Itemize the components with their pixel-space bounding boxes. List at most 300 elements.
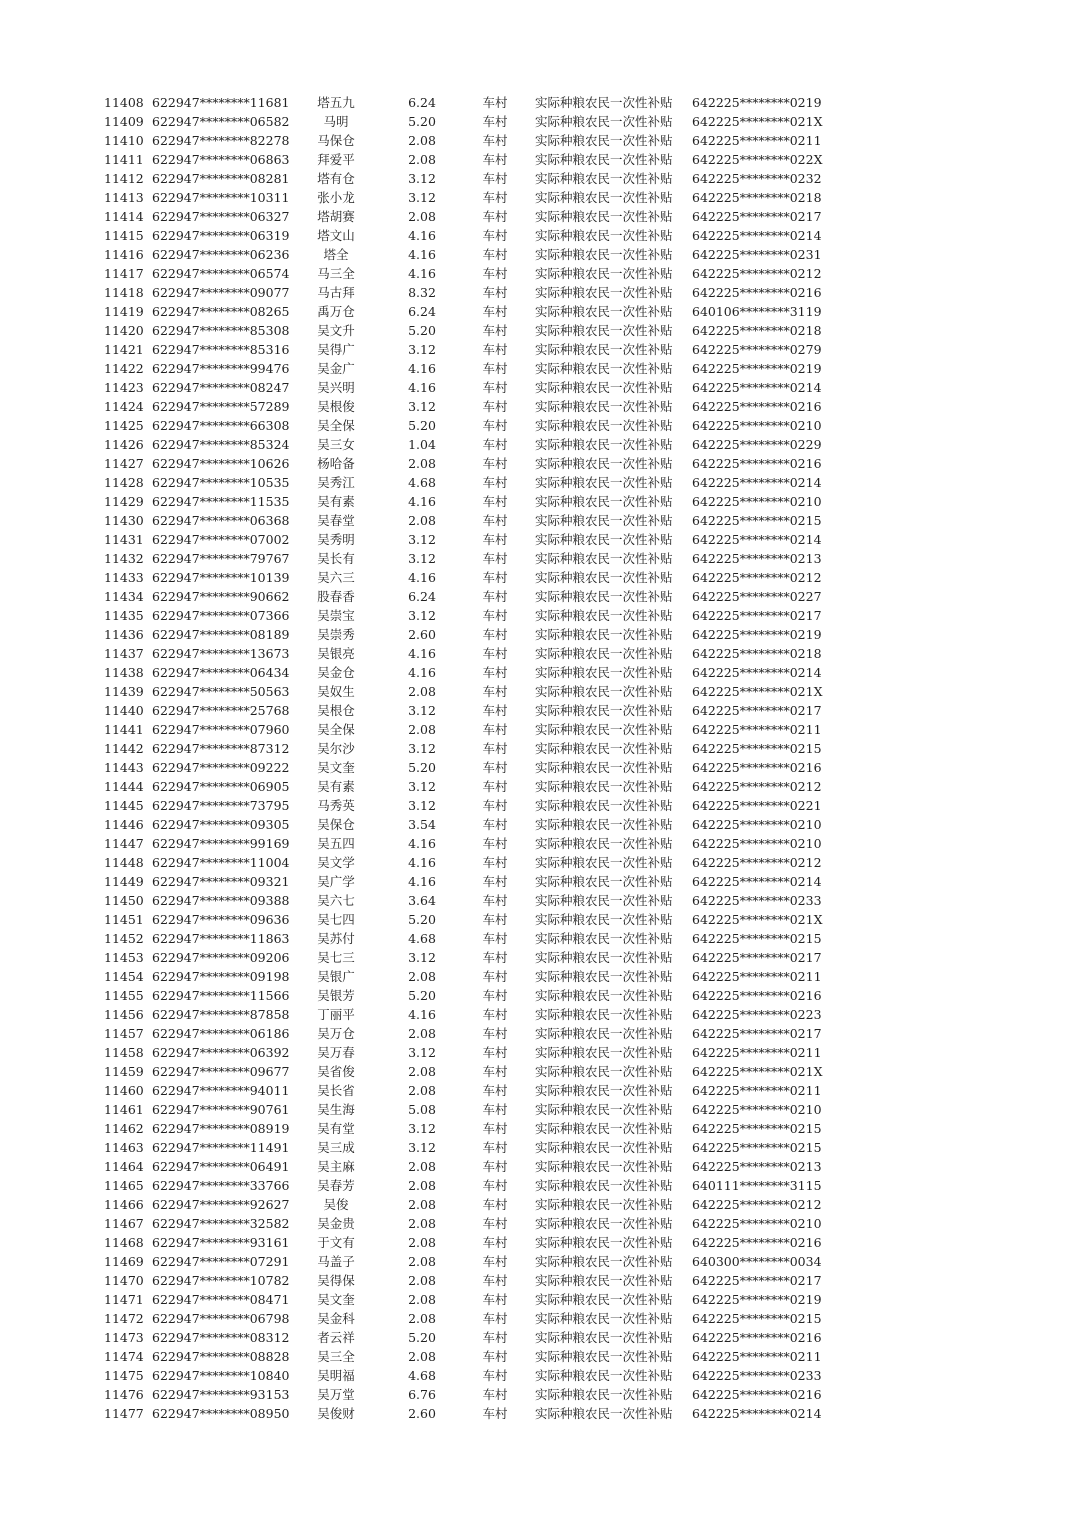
name-cell: 吴根俊 — [317, 399, 355, 414]
subsidy-type-cell: 实际种粮农民一次性补贴 — [535, 285, 673, 300]
bank-account-cell: 622947********93153 — [152, 1387, 290, 1402]
subsidy-type-cell: 实际种粮农民一次性补贴 — [535, 950, 673, 965]
subsidy-type-cell: 实际种粮农民一次性补贴 — [535, 190, 673, 205]
village-cell: 车村 — [482, 1045, 508, 1060]
table-row — [0, 416, 1074, 435]
table-row — [0, 1271, 1074, 1290]
id-number-cell: 642225********0217 — [692, 608, 822, 623]
amount-cell: 2.08 — [408, 456, 436, 471]
subsidy-type-cell: 实际种粮农民一次性补贴 — [535, 133, 673, 148]
subsidy-type-cell: 实际种粮农民一次性补贴 — [535, 152, 673, 167]
amount-cell: 4.16 — [408, 836, 436, 851]
bank-account-cell: 622947********11681 — [152, 95, 290, 110]
amount-cell: 5.20 — [408, 114, 436, 129]
id-number-cell: 642225********0233 — [692, 1368, 822, 1383]
bank-account-cell: 622947********09222 — [152, 760, 290, 775]
bank-account-cell: 622947********08265 — [152, 304, 290, 319]
row-number-cell: 11423 — [104, 380, 144, 395]
row-number-cell: 11477 — [104, 1406, 144, 1421]
row-number-cell: 11432 — [104, 551, 144, 566]
name-cell: 吴六七 — [317, 893, 355, 908]
row-number-cell: 11460 — [104, 1083, 144, 1098]
table-row — [0, 1214, 1074, 1233]
name-cell: 马秀英 — [317, 798, 355, 813]
name-cell: 吴俊财 — [317, 1406, 355, 1421]
name-cell: 吴保仓 — [317, 817, 355, 832]
id-number-cell: 642225********0211 — [692, 1083, 822, 1098]
table-row — [0, 929, 1074, 948]
name-cell: 吴春芳 — [317, 1178, 355, 1193]
village-cell: 车村 — [482, 855, 508, 870]
subsidy-type-cell: 实际种粮农民一次性补贴 — [535, 266, 673, 281]
id-number-cell: 640300********0034 — [692, 1254, 822, 1269]
amount-cell: 2.60 — [408, 1406, 436, 1421]
id-number-cell: 642225********0210 — [692, 817, 822, 832]
amount-cell: 3.12 — [408, 532, 436, 547]
table-row — [0, 511, 1074, 530]
bank-account-cell: 622947********11566 — [152, 988, 290, 1003]
id-number-cell: 642225********0217 — [692, 209, 822, 224]
row-number-cell: 11454 — [104, 969, 144, 984]
village-cell: 车村 — [482, 323, 508, 338]
bank-account-cell: 622947********08189 — [152, 627, 290, 642]
village-cell: 车村 — [482, 456, 508, 471]
amount-cell: 5.20 — [408, 323, 436, 338]
id-number-cell: 642225********0218 — [692, 190, 822, 205]
bank-account-cell: 622947********11535 — [152, 494, 290, 509]
id-number-cell: 642225********0211 — [692, 722, 822, 737]
name-cell: 股春香 — [317, 589, 355, 604]
bank-account-cell: 622947********09636 — [152, 912, 290, 927]
village-cell: 车村 — [482, 627, 508, 642]
bank-account-cell: 622947********06368 — [152, 513, 290, 528]
subsidy-type-cell: 实际种粮农民一次性补贴 — [535, 1007, 673, 1022]
subsidy-type-cell: 实际种粮农民一次性补贴 — [535, 1235, 673, 1250]
id-number-cell: 642225********0214 — [692, 380, 822, 395]
row-number-cell: 11419 — [104, 304, 144, 319]
amount-cell: 4.16 — [408, 646, 436, 661]
village-cell: 车村 — [482, 399, 508, 414]
table-row — [0, 397, 1074, 416]
subsidy-type-cell: 实际种粮农民一次性补贴 — [535, 1083, 673, 1098]
row-number-cell: 11411 — [104, 152, 144, 167]
village-cell: 车村 — [482, 228, 508, 243]
bank-account-cell: 622947********99169 — [152, 836, 290, 851]
amount-cell: 3.12 — [408, 190, 436, 205]
village-cell: 车村 — [482, 1159, 508, 1174]
name-cell: 吴金贵 — [317, 1216, 355, 1231]
row-number-cell: 11428 — [104, 475, 144, 490]
name-cell: 禹万仓 — [317, 304, 355, 319]
subsidy-type-cell: 实际种粮农民一次性补贴 — [535, 95, 673, 110]
village-cell: 车村 — [482, 133, 508, 148]
id-number-cell: 642225********0211 — [692, 969, 822, 984]
village-cell: 车村 — [482, 570, 508, 585]
amount-cell: 2.08 — [408, 1026, 436, 1041]
village-cell: 车村 — [482, 1064, 508, 1079]
name-cell: 吴俊 — [323, 1197, 349, 1212]
amount-cell: 4.16 — [408, 380, 436, 395]
bank-account-cell: 622947********50563 — [152, 684, 290, 699]
village-cell: 车村 — [482, 665, 508, 680]
amount-cell: 5.20 — [408, 988, 436, 1003]
bank-account-cell: 622947********10840 — [152, 1368, 290, 1383]
id-number-cell: 642225********0232 — [692, 171, 822, 186]
amount-cell: 6.24 — [408, 589, 436, 604]
id-number-cell: 640106********3119 — [692, 304, 822, 319]
subsidy-type-cell: 实际种粮农民一次性补贴 — [535, 1045, 673, 1060]
village-cell: 车村 — [482, 684, 508, 699]
row-number-cell: 11448 — [104, 855, 144, 870]
table-row — [0, 226, 1074, 245]
name-cell: 吴兴明 — [317, 380, 355, 395]
bank-account-cell: 622947********08828 — [152, 1349, 290, 1364]
subsidy-type-cell: 实际种粮农民一次性补贴 — [535, 1102, 673, 1117]
subsidy-type-cell: 实际种粮农民一次性补贴 — [535, 532, 673, 547]
village-cell: 车村 — [482, 190, 508, 205]
name-cell: 吴有素 — [317, 494, 355, 509]
village-cell: 车村 — [482, 836, 508, 851]
name-cell: 吴全保 — [317, 418, 355, 433]
bank-account-cell: 622947********57289 — [152, 399, 290, 414]
table-row — [0, 568, 1074, 587]
id-number-cell: 642225********0215 — [692, 1121, 822, 1136]
village-cell: 车村 — [482, 1292, 508, 1307]
village-cell: 车村 — [482, 1178, 508, 1193]
subsidy-type-cell: 实际种粮农民一次性补贴 — [535, 1349, 673, 1364]
village-cell: 车村 — [482, 266, 508, 281]
bank-account-cell: 622947********10535 — [152, 475, 290, 490]
amount-cell: 3.12 — [408, 171, 436, 186]
village-cell: 车村 — [482, 361, 508, 376]
subsidy-type-cell: 实际种粮农民一次性补贴 — [535, 399, 673, 414]
name-cell: 吴五四 — [317, 836, 355, 851]
name-cell: 吴万堂 — [317, 1387, 355, 1402]
id-number-cell: 642225********0214 — [692, 475, 822, 490]
row-number-cell: 11459 — [104, 1064, 144, 1079]
village-cell: 车村 — [482, 1197, 508, 1212]
table-row — [0, 150, 1074, 169]
id-number-cell: 642225********0217 — [692, 703, 822, 718]
table-row — [0, 1062, 1074, 1081]
id-number-cell: 642225********0216 — [692, 399, 822, 414]
row-number-cell: 11476 — [104, 1387, 144, 1402]
bank-account-cell: 622947********09198 — [152, 969, 290, 984]
amount-cell: 8.32 — [408, 285, 436, 300]
id-number-cell: 642225********0216 — [692, 760, 822, 775]
row-number-cell: 11469 — [104, 1254, 144, 1269]
amount-cell: 3.12 — [408, 779, 436, 794]
subsidy-type-cell: 实际种粮农民一次性补贴 — [535, 1406, 673, 1421]
bank-account-cell: 622947********06863 — [152, 152, 290, 167]
bank-account-cell: 622947********79767 — [152, 551, 290, 566]
name-cell: 吴文奎 — [317, 1292, 355, 1307]
id-number-cell: 642225********0210 — [692, 1102, 822, 1117]
bank-account-cell: 622947********06574 — [152, 266, 290, 281]
row-number-cell: 11434 — [104, 589, 144, 604]
table-row — [0, 1328, 1074, 1347]
name-cell: 马保仓 — [317, 133, 355, 148]
amount-cell: 2.08 — [408, 1311, 436, 1326]
name-cell: 吴银亮 — [317, 646, 355, 661]
subsidy-type-cell: 实际种粮农民一次性补贴 — [535, 114, 673, 129]
row-number-cell: 11424 — [104, 399, 144, 414]
bank-account-cell: 622947********06236 — [152, 247, 290, 262]
amount-cell: 2.08 — [408, 513, 436, 528]
bank-account-cell: 622947********87858 — [152, 1007, 290, 1022]
bank-account-cell: 622947********82278 — [152, 133, 290, 148]
name-cell: 吴万春 — [317, 1045, 355, 1060]
amount-cell: 4.16 — [408, 228, 436, 243]
village-cell: 车村 — [482, 437, 508, 452]
bank-account-cell: 622947********87312 — [152, 741, 290, 756]
village-cell: 车村 — [482, 950, 508, 965]
subsidy-type-cell: 实际种粮农民一次性补贴 — [535, 1254, 673, 1269]
table-row — [0, 1138, 1074, 1157]
village-cell: 车村 — [482, 760, 508, 775]
row-number-cell: 11426 — [104, 437, 144, 452]
amount-cell: 2.08 — [408, 1292, 436, 1307]
id-number-cell: 642225********0227 — [692, 589, 822, 604]
table-row — [0, 169, 1074, 188]
id-number-cell: 642225********0217 — [692, 1273, 822, 1288]
name-cell: 吴崇秀 — [317, 627, 355, 642]
table-row — [0, 1081, 1074, 1100]
amount-cell: 4.16 — [408, 570, 436, 585]
table-row — [0, 1366, 1074, 1385]
amount-cell: 3.64 — [408, 893, 436, 908]
table-row — [0, 340, 1074, 359]
row-number-cell: 11467 — [104, 1216, 144, 1231]
name-cell: 吴得保 — [317, 1273, 355, 1288]
village-cell: 车村 — [482, 152, 508, 167]
name-cell: 吴三成 — [317, 1140, 355, 1155]
table-row — [0, 93, 1074, 112]
subsidy-type-cell: 实际种粮农民一次性补贴 — [535, 1121, 673, 1136]
name-cell: 张小龙 — [317, 190, 355, 205]
name-cell: 于文有 — [317, 1235, 355, 1250]
subsidy-type-cell: 实际种粮农民一次性补贴 — [535, 513, 673, 528]
bank-account-cell: 622947********10139 — [152, 570, 290, 585]
bank-account-cell: 622947********10626 — [152, 456, 290, 471]
name-cell: 吴七三 — [317, 950, 355, 965]
row-number-cell: 11413 — [104, 190, 144, 205]
subsidy-type-cell: 实际种粮农民一次性补贴 — [535, 912, 673, 927]
id-number-cell: 642225********0215 — [692, 931, 822, 946]
bank-account-cell: 622947********06392 — [152, 1045, 290, 1060]
table-row — [0, 720, 1074, 739]
row-number-cell: 11415 — [104, 228, 144, 243]
amount-cell: 4.16 — [408, 266, 436, 281]
subsidy-type-cell: 实际种粮农民一次性补贴 — [535, 1216, 673, 1231]
id-number-cell: 642225********0210 — [692, 1216, 822, 1231]
table-row — [0, 188, 1074, 207]
amount-cell: 5.20 — [408, 418, 436, 433]
subsidy-type-cell: 实际种粮农民一次性补贴 — [535, 741, 673, 756]
row-number-cell: 11452 — [104, 931, 144, 946]
id-number-cell: 642225********0212 — [692, 779, 822, 794]
table-row — [0, 1005, 1074, 1024]
village-cell: 车村 — [482, 874, 508, 889]
name-cell: 吴有素 — [317, 779, 355, 794]
id-number-cell: 642225********0210 — [692, 418, 822, 433]
row-number-cell: 11440 — [104, 703, 144, 718]
amount-cell: 2.08 — [408, 1216, 436, 1231]
subsidy-type-cell: 实际种粮农民一次性补贴 — [535, 931, 673, 946]
village-cell: 车村 — [482, 1406, 508, 1421]
bank-account-cell: 622947********85316 — [152, 342, 290, 357]
subsidy-type-cell: 实际种粮农民一次性补贴 — [535, 475, 673, 490]
bank-account-cell: 622947********08950 — [152, 1406, 290, 1421]
subsidy-type-cell: 实际种粮农民一次性补贴 — [535, 874, 673, 889]
table-row — [0, 207, 1074, 226]
id-number-cell: 642225********0213 — [692, 551, 822, 566]
subsidy-type-cell: 实际种粮农民一次性补贴 — [535, 1178, 673, 1193]
village-cell: 车村 — [482, 817, 508, 832]
table-row — [0, 1157, 1074, 1176]
row-number-cell: 11456 — [104, 1007, 144, 1022]
subsidy-type-cell: 实际种粮农民一次性补贴 — [535, 836, 673, 851]
bank-account-cell: 622947********11863 — [152, 931, 290, 946]
subsidy-type-cell: 实际种粮农民一次性补贴 — [535, 1140, 673, 1155]
subsidy-type-cell: 实际种粮农民一次性补贴 — [535, 589, 673, 604]
village-cell: 车村 — [482, 646, 508, 661]
amount-cell: 2.08 — [408, 1349, 436, 1364]
village-cell: 车村 — [482, 342, 508, 357]
village-cell: 车村 — [482, 589, 508, 604]
amount-cell: 2.08 — [408, 1197, 436, 1212]
subsidy-type-cell: 实际种粮农民一次性补贴 — [535, 1330, 673, 1345]
id-number-cell: 640111********3115 — [692, 1178, 822, 1193]
village-cell: 车村 — [482, 1368, 508, 1383]
row-number-cell: 11475 — [104, 1368, 144, 1383]
amount-cell: 5.20 — [408, 912, 436, 927]
row-number-cell: 11449 — [104, 874, 144, 889]
village-cell: 车村 — [482, 988, 508, 1003]
name-cell: 吴春堂 — [317, 513, 355, 528]
subsidy-type-cell: 实际种粮农民一次性补贴 — [535, 570, 673, 585]
subsidy-type-cell: 实际种粮农民一次性补贴 — [535, 646, 673, 661]
row-number-cell: 11463 — [104, 1140, 144, 1155]
subsidy-type-cell: 实际种粮农民一次性补贴 — [535, 1026, 673, 1041]
row-number-cell: 11429 — [104, 494, 144, 509]
bank-account-cell: 622947********07002 — [152, 532, 290, 547]
amount-cell: 3.12 — [408, 551, 436, 566]
village-cell: 车村 — [482, 209, 508, 224]
subsidy-type-cell: 实际种粮农民一次性补贴 — [535, 665, 673, 680]
amount-cell: 4.16 — [408, 247, 436, 262]
subsidy-type-cell: 实际种粮农民一次性补贴 — [535, 760, 673, 775]
village-cell: 车村 — [482, 798, 508, 813]
village-cell: 车村 — [482, 1273, 508, 1288]
table-row — [0, 891, 1074, 910]
amount-cell: 3.12 — [408, 741, 436, 756]
village-cell: 车村 — [482, 171, 508, 186]
amount-cell: 4.16 — [408, 494, 436, 509]
name-cell: 杨哈备 — [317, 456, 355, 471]
table-row — [0, 796, 1074, 815]
subsidy-type-cell: 实际种粮农民一次性补贴 — [535, 969, 673, 984]
bank-account-cell: 622947********99476 — [152, 361, 290, 376]
amount-cell: 4.16 — [408, 855, 436, 870]
id-number-cell: 642225********0219 — [692, 361, 822, 376]
row-number-cell: 11442 — [104, 741, 144, 756]
row-number-cell: 11462 — [104, 1121, 144, 1136]
subsidy-type-cell: 实际种粮农民一次性补贴 — [535, 798, 673, 813]
id-number-cell: 642225********0214 — [692, 1406, 822, 1421]
name-cell: 塔文山 — [317, 228, 355, 243]
id-number-cell: 642225********021X — [692, 1064, 823, 1079]
bank-account-cell: 622947********09206 — [152, 950, 290, 965]
name-cell: 吴金广 — [317, 361, 355, 376]
village-cell: 车村 — [482, 722, 508, 737]
id-number-cell: 642225********0218 — [692, 646, 822, 661]
village-cell: 车村 — [482, 513, 508, 528]
table-row — [0, 1119, 1074, 1138]
id-number-cell: 642225********0214 — [692, 665, 822, 680]
village-cell: 车村 — [482, 1083, 508, 1098]
row-number-cell: 11455 — [104, 988, 144, 1003]
id-number-cell: 642225********0218 — [692, 323, 822, 338]
table-row — [0, 1176, 1074, 1195]
bank-account-cell: 622947********10311 — [152, 190, 290, 205]
id-number-cell: 642225********0231 — [692, 247, 822, 262]
village-cell: 车村 — [482, 1121, 508, 1136]
row-number-cell: 11461 — [104, 1102, 144, 1117]
village-cell: 车村 — [482, 779, 508, 794]
table-row — [0, 701, 1074, 720]
subsidy-type-cell: 实际种粮农民一次性补贴 — [535, 361, 673, 376]
name-cell: 吴长省 — [317, 1083, 355, 1098]
bank-account-cell: 622947********94011 — [152, 1083, 290, 1098]
name-cell: 吴苏付 — [317, 931, 355, 946]
bank-account-cell: 622947********92627 — [152, 1197, 290, 1212]
table-row — [0, 1252, 1074, 1271]
table-row — [0, 948, 1074, 967]
bank-account-cell: 622947********06798 — [152, 1311, 290, 1326]
subsidy-type-cell: 实际种粮农民一次性补贴 — [535, 171, 673, 186]
name-cell: 吴七四 — [317, 912, 355, 927]
subsidy-type-cell: 实际种粮农民一次性补贴 — [535, 855, 673, 870]
row-number-cell: 11470 — [104, 1273, 144, 1288]
subsidy-table — [0, 93, 1074, 1423]
amount-cell: 5.20 — [408, 760, 436, 775]
subsidy-type-cell: 实际种粮农民一次性补贴 — [535, 1311, 673, 1326]
bank-account-cell: 622947********06491 — [152, 1159, 290, 1174]
name-cell: 吴文奎 — [317, 760, 355, 775]
id-number-cell: 642225********0210 — [692, 494, 822, 509]
name-cell: 马古拜 — [317, 285, 355, 300]
row-number-cell: 11410 — [104, 133, 144, 148]
row-number-cell: 11451 — [104, 912, 144, 927]
id-number-cell: 642225********0211 — [692, 1349, 822, 1364]
village-cell: 车村 — [482, 1330, 508, 1345]
amount-cell: 3.54 — [408, 817, 436, 832]
amount-cell: 2.08 — [408, 969, 436, 984]
row-number-cell: 11446 — [104, 817, 144, 832]
amount-cell: 3.12 — [408, 703, 436, 718]
table-row — [0, 1233, 1074, 1252]
table-row — [0, 739, 1074, 758]
row-number-cell: 11431 — [104, 532, 144, 547]
bank-account-cell: 622947********73795 — [152, 798, 290, 813]
table-row — [0, 530, 1074, 549]
id-number-cell: 642225********022X — [692, 152, 823, 167]
name-cell: 吴秀江 — [317, 475, 355, 490]
id-number-cell: 642225********0233 — [692, 893, 822, 908]
table-row — [0, 492, 1074, 511]
row-number-cell: 11438 — [104, 665, 144, 680]
